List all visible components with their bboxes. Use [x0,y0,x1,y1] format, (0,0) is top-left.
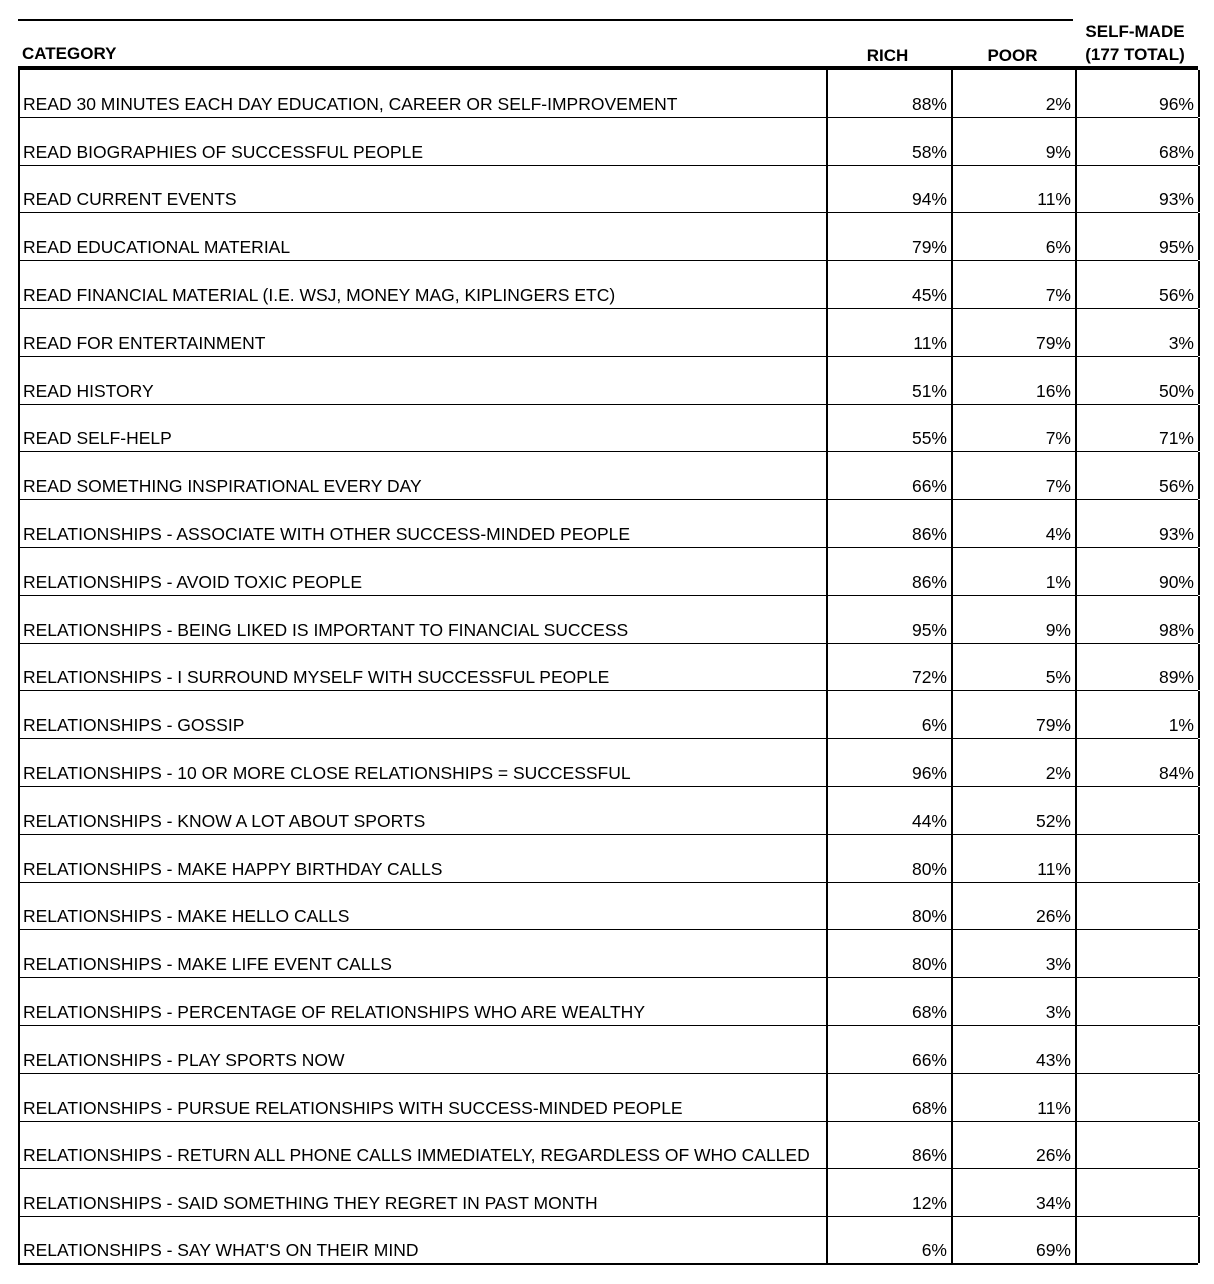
table-body [18,70,1198,1265]
poor-cell [951,118,1075,165]
poor-cell-text: 79% [1035,715,1071,736]
poor-cell [951,1217,1075,1263]
poor-cell-text: 1% [1045,571,1071,592]
table-row [18,1217,1198,1265]
self-made-cell [1075,835,1200,882]
poor-cell [951,213,1075,260]
poor-cell [951,978,1075,1025]
rich-cell-text: 80% [911,954,947,975]
category-cell-text: RELATIONSHIPS - PURSUE RELATIONSHIPS WITH SUCCESS-MINDED PEOPLE [23,1097,683,1118]
poor-cell-text: 11% [1037,858,1071,879]
category-cell-text: READ SOMETHING INSPIRATIONAL EVERY DAY [23,476,422,497]
self-made-cell [1075,1074,1200,1121]
rich-cell [826,739,951,786]
table-row [18,1122,1198,1170]
table-row [18,1074,1198,1122]
poor-cell [951,452,1075,499]
rich-cell-text: 11% [913,332,947,353]
self-made-cell [1075,118,1200,165]
rich-cell [826,596,951,643]
poor-cell-text: 11% [1037,189,1071,210]
poor-cell-text: 52% [1035,810,1071,831]
self-made-cell [1075,596,1200,643]
self-made-cell-text: 89% [1158,667,1194,688]
rich-cell [826,835,951,882]
self-made-cell [1075,691,1200,738]
rich-cell-text: 86% [911,1145,947,1166]
category-cell [23,644,828,691]
rich-cell-text: 66% [911,1049,947,1070]
poor-cell [951,1074,1075,1121]
poor-cell [951,548,1075,595]
rich-cell [826,261,951,308]
table-row [18,357,1198,405]
table-row [18,405,1198,453]
rich-cell [826,213,951,260]
category-cell [23,739,828,786]
rich-cell [826,930,951,977]
poor-cell [951,835,1075,882]
poor-cell [951,883,1075,930]
self-made-cell [1075,405,1200,452]
category-cell-text: RELATIONSHIPS - SAID SOMETHING THEY REGRET IN PAST MONTH [23,1193,598,1214]
category-cell [23,883,828,930]
category-cell [23,261,828,308]
column-header-self-made-line2: (177 TOTAL) [1085,45,1185,64]
rich-cell-text: 12% [911,1193,947,1214]
category-cell [23,166,828,213]
rich-cell-text: 6% [921,715,947,736]
table-row [18,213,1198,261]
table-row [18,166,1198,214]
rich-cell-text: 68% [911,1097,947,1118]
category-cell-text: READ 30 MINUTES EACH DAY EDUCATION, CAREER OR SELF-IMPROVEMENT [23,93,678,114]
rich-cell-text: 79% [911,237,947,258]
table-row [18,452,1198,500]
rich-cell-text: 86% [911,571,947,592]
self-made-cell-text: 90% [1158,571,1194,592]
poor-cell [951,739,1075,786]
column-header-poor: POOR [987,46,1038,65]
poor-cell-text: 79% [1035,332,1071,353]
self-made-cell-text: 95% [1158,237,1194,258]
category-cell [23,1074,828,1121]
category-cell-text: READ CURRENT EVENTS [23,189,237,210]
self-made-cell-text: 84% [1158,762,1194,783]
category-cell-text: RELATIONSHIPS - ASSOCIATE WITH OTHER SUCCESS-MINDED PEOPLE [23,523,631,544]
self-made-cell-text: 1% [1168,715,1194,736]
category-cell [23,1217,828,1263]
category-cell [23,978,828,1025]
category-cell-text: RELATIONSHIPS - PERCENTAGE OF RELATIONSHIPS WHO ARE WEALTHY [23,1001,645,1022]
rich-cell [826,978,951,1025]
category-cell-text: RELATIONSHIPS - BEING LIKED IS IMPORTANT TO FINANCIAL SUCCESS [23,619,629,640]
table-row [18,835,1198,883]
table-row [18,691,1198,739]
poor-cell [951,357,1075,404]
self-made-cell [1075,357,1200,404]
category-cell-text: READ SELF-HELP [23,428,172,449]
rich-cell [826,691,951,738]
self-made-cell [1075,261,1200,308]
category-cell-text: RELATIONSHIPS - MAKE LIFE EVENT CALLS [23,954,392,975]
rich-cell-text: 94% [911,189,947,210]
poor-cell [951,70,1075,117]
category-cell [23,1026,828,1073]
self-made-cell [1075,883,1200,930]
self-made-cell [1075,500,1200,547]
poor-cell-text: 16% [1035,380,1071,401]
table-row [18,1026,1198,1074]
rich-cell [826,1217,951,1263]
category-cell-text: RELATIONSHIPS - 10 OR MORE CLOSE RELATIONSHIPS = SUCCESSFUL [23,762,631,783]
table-row [18,118,1198,166]
rich-cell-text: 95% [911,619,947,640]
self-made-cell-text: 56% [1158,284,1194,305]
category-cell [23,691,828,738]
poor-cell [951,787,1075,834]
self-made-cell [1075,739,1200,786]
category-cell-text: READ BIOGRAPHIES OF SUCCESSFUL PEOPLE [23,141,424,162]
category-cell-text: RELATIONSHIPS - GOSSIP [23,715,245,736]
rich-cell-text: 51% [911,380,947,401]
rich-cell-text: 66% [911,476,947,497]
rich-cell-text: 80% [911,858,947,879]
poor-cell-text: 3% [1045,954,1071,975]
rich-cell [826,1122,951,1169]
self-made-cell [1075,644,1200,691]
column-header-self-made-line1: SELF-MADE [1085,22,1185,41]
rich-cell [826,70,951,117]
rich-cell-text: 68% [911,1001,947,1022]
table-row [18,596,1198,644]
poor-cell [951,1026,1075,1073]
rich-cell [826,405,951,452]
category-cell-text: READ FOR ENTERTAINMENT [23,332,266,353]
table-row [18,883,1198,931]
category-cell [23,452,828,499]
table-row [18,978,1198,1026]
rich-cell-text: 45% [911,284,947,305]
rich-cell-text: 88% [911,93,947,114]
poor-cell-text: 6% [1045,237,1071,258]
poor-cell-text: 7% [1045,476,1071,497]
rich-cell-text: 72% [911,667,947,688]
category-cell-text: RELATIONSHIPS - PLAY SPORTS NOW [23,1049,345,1070]
self-made-cell-text: 50% [1158,380,1194,401]
category-cell-text: RELATIONSHIPS - SAY WHAT'S ON THEIR MIND [23,1239,419,1260]
self-made-cell-text: 93% [1158,189,1194,210]
table-row [18,500,1198,548]
column-header-self-made [1078,20,1192,66]
rich-cell [826,357,951,404]
self-made-cell-text: 93% [1158,523,1194,544]
table-row [18,70,1198,118]
rich-cell [826,452,951,499]
category-cell [23,500,828,547]
category-cell-text: RELATIONSHIPS - KNOW A LOT ABOUT SPORTS [23,810,426,831]
poor-cell [951,309,1075,356]
self-made-cell [1075,70,1200,117]
self-made-cell [1075,309,1200,356]
table-row [18,930,1198,978]
table-row [18,1169,1198,1217]
poor-cell-text: 34% [1035,1193,1071,1214]
category-cell [23,405,828,452]
poor-cell [951,930,1075,977]
rich-cell [826,787,951,834]
rich-cell-text: 86% [911,523,947,544]
rich-cell [826,883,951,930]
category-cell [23,1122,828,1169]
rich-cell [826,309,951,356]
column-header-category: CATEGORY [22,44,117,63]
category-cell [23,930,828,977]
self-made-cell [1075,1217,1200,1263]
rich-cell [826,1026,951,1073]
category-cell [23,1169,828,1216]
category-cell-text: RELATIONSHIPS - AVOID TOXIC PEOPLE [23,571,363,592]
category-cell [23,118,828,165]
rich-cell [826,166,951,213]
poor-cell-text: 3% [1045,1001,1071,1022]
self-made-cell [1075,452,1200,499]
rich-cell-text: 58% [911,141,947,162]
category-cell [23,213,828,260]
poor-cell-text: 69% [1035,1239,1071,1260]
self-made-cell [1075,930,1200,977]
column-header-rich: RICH [866,46,909,65]
category-cell [23,70,828,117]
category-cell-text: RELATIONSHIPS - MAKE HAPPY BIRTHDAY CALLS [23,858,443,879]
poor-cell-text: 11% [1037,1097,1071,1118]
poor-cell-text: 26% [1035,1145,1071,1166]
poor-cell-text: 5% [1045,667,1071,688]
self-made-cell-text: 3% [1168,332,1194,353]
poor-cell [951,405,1075,452]
self-made-cell-text: 56% [1158,476,1194,497]
table-row [18,739,1198,787]
category-cell [23,357,828,404]
poor-cell-text: 43% [1035,1049,1071,1070]
poor-cell [951,166,1075,213]
poor-cell-text: 26% [1035,906,1071,927]
rich-cell [826,1074,951,1121]
poor-cell [951,1169,1075,1216]
category-cell [23,596,828,643]
table-row [18,548,1198,596]
category-cell-text: RELATIONSHIPS - I SURROUND MYSELF WITH SUCCESSFUL PEOPLE [23,667,610,688]
category-cell-text: RELATIONSHIPS - MAKE HELLO CALLS [23,906,350,927]
poor-cell-text: 7% [1045,284,1071,305]
rich-cell [826,644,951,691]
header-top-rule [18,19,1073,21]
category-cell [23,787,828,834]
poor-cell [951,596,1075,643]
category-cell-text: READ HISTORY [23,380,154,401]
category-cell-text: READ EDUCATIONAL MATERIAL [23,237,291,258]
self-made-cell [1075,1026,1200,1073]
poor-cell-text: 2% [1045,93,1071,114]
self-made-cell [1075,787,1200,834]
category-cell [23,548,828,595]
rich-cell [826,500,951,547]
poor-cell-text: 9% [1045,619,1071,640]
rich-cell [826,548,951,595]
table-row [18,309,1198,357]
poor-cell [951,691,1075,738]
rich-cell-text: 55% [911,428,947,449]
self-made-cell [1075,1169,1200,1216]
self-made-cell-text: 71% [1158,428,1194,449]
self-made-cell [1075,213,1200,260]
self-made-cell [1075,978,1200,1025]
table-row [18,787,1198,835]
poor-cell-text: 7% [1045,428,1071,449]
self-made-cell [1075,166,1200,213]
self-made-cell-text: 68% [1158,141,1194,162]
self-made-cell [1075,1122,1200,1169]
rich-cell-text: 96% [911,762,947,783]
self-made-cell [1075,548,1200,595]
poor-cell-text: 4% [1045,523,1071,544]
category-cell [23,309,828,356]
poor-cell-text: 2% [1045,762,1071,783]
rich-cell-text: 44% [911,810,947,831]
category-cell-text: RELATIONSHIPS - RETURN ALL PHONE CALLS IMMEDIATELY, REGARDLESS OF WHO CALLED [23,1145,810,1166]
poor-cell-text: 9% [1045,141,1071,162]
rich-cell-text: 80% [911,906,947,927]
table-row [18,261,1198,309]
poor-cell [951,644,1075,691]
self-made-cell-text: 96% [1158,93,1194,114]
self-made-cell-text: 98% [1158,619,1194,640]
poor-cell [951,500,1075,547]
poor-cell [951,261,1075,308]
rich-cell [826,1169,951,1216]
category-cell [23,835,828,882]
rich-cell [826,118,951,165]
table-row [18,644,1198,692]
category-cell-text: READ FINANCIAL MATERIAL (I.E. WSJ, MONEY MAG, KIPLINGERS ETC) [23,284,616,305]
rich-cell-text: 6% [921,1239,947,1260]
poor-cell [951,1122,1075,1169]
